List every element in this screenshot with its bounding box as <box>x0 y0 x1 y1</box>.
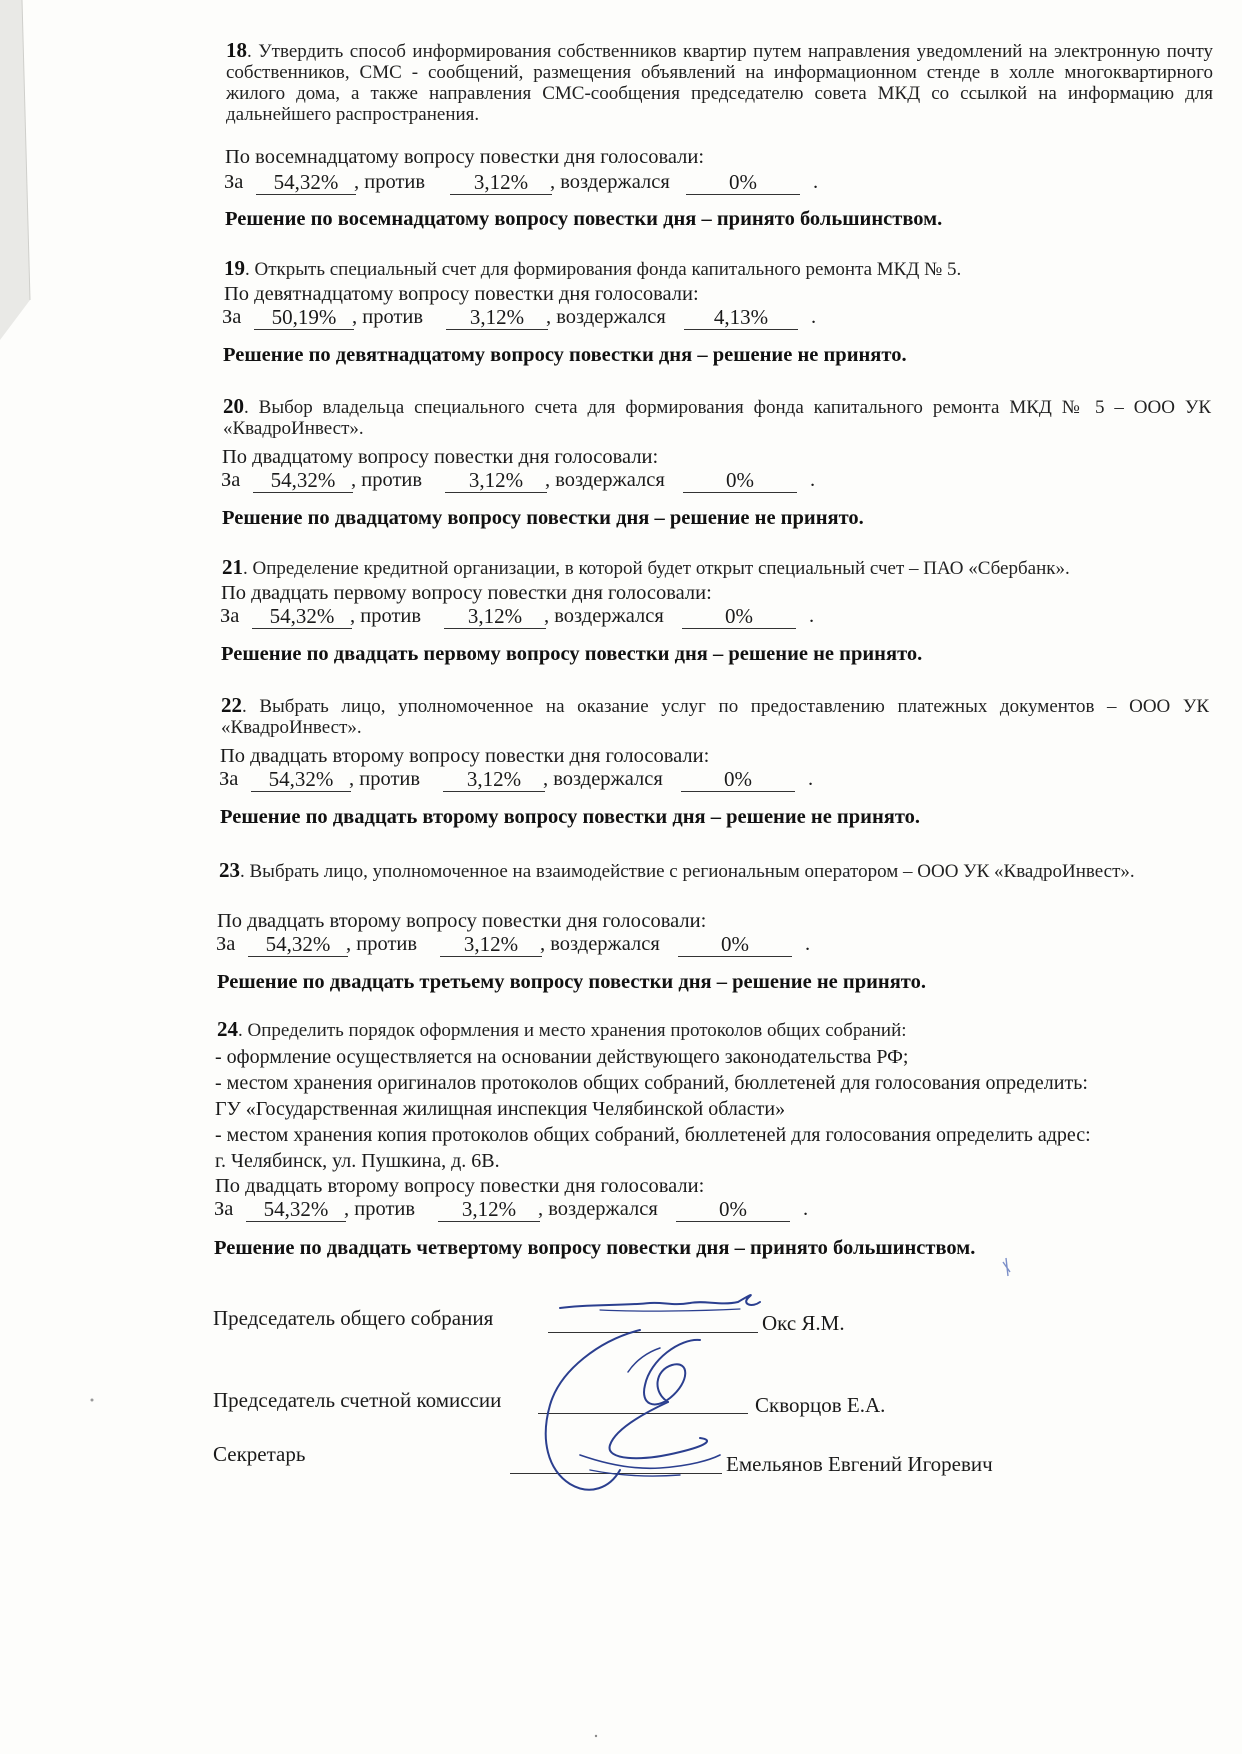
vote-abstained-value: 0% <box>683 469 797 493</box>
vote-abstained-value: 0% <box>676 1198 790 1222</box>
vote-end: . <box>808 768 814 790</box>
vote-against-value: 3,12% <box>440 933 542 957</box>
item-24-line-1: - оформление осуществляется на основании действующего законодательства РФ; <box>215 1046 909 1068</box>
vote-for-value: 54,32% <box>248 933 348 957</box>
vote-abstained-value: 0% <box>686 171 800 195</box>
vote-against-label: , против <box>344 1198 416 1220</box>
item-text: . Утвердить способ информирования собственников квартир путем направления уведомлений на электронную почту собственников, СМС - сообщений, размещения объявлений на информационном стенде в холле многоквартирного жилого дома, а также направления СМС-сообщения председателю совета МКД со ссылкой на информацию для дальнейшего распространения. <box>226 41 1213 125</box>
vote-against-label: , против <box>351 469 423 491</box>
signature-line-counting <box>538 1412 748 1414</box>
item-number: 20 <box>223 394 244 418</box>
vote-end: . <box>811 306 817 328</box>
item-text: . Определить порядок оформления и место хранения протоколов общих собраний: <box>238 1020 907 1041</box>
vote-against-label: , против <box>354 171 426 193</box>
vote-end: . <box>809 605 815 627</box>
vote-for-label: За <box>216 933 236 955</box>
item-number: 24 <box>217 1017 238 1041</box>
vote-against-value: 3,12% <box>445 469 547 493</box>
signature-role-counting: Председатель счетной комиссии <box>213 1388 502 1412</box>
item-20-text <box>223 396 1211 439</box>
vote-for-value: 54,32% <box>246 1198 346 1222</box>
vote-for-label: За <box>220 605 240 627</box>
item-text: . Определение кредитной организации, в которой будет открыт специальный счет – ПАО «Сбербанк». <box>243 558 1070 579</box>
vote-for-label: За <box>219 768 239 790</box>
signature-role-secretary: Секретарь <box>213 1442 306 1466</box>
vote-abstained-label: , воздержался <box>544 605 664 627</box>
signature-role-chairman: Председатель общего собрания <box>213 1306 494 1330</box>
item-text: . Выбрать лицо, уполномоченное на взаимодействие с региональным оператором – ООО УК «КвадроИнвест». <box>240 861 1135 882</box>
signature-line-chairman <box>548 1331 758 1333</box>
vote-against-value: 3,12% <box>443 768 545 792</box>
vote-abstained-label: , воздержался <box>545 469 665 491</box>
item-24-line-4: - местом хранения копия протоколов общих собраний, бюллетеней для голосования определить адрес: <box>215 1124 1091 1146</box>
item-23-text <box>219 860 1205 882</box>
vote-end: . <box>805 933 811 955</box>
vote-for-value: 54,32% <box>252 605 352 629</box>
item-number: 19 <box>224 256 245 280</box>
vote-for-label: За <box>224 171 244 193</box>
vote-against-label: , против <box>349 768 421 790</box>
item-number: 21 <box>222 555 243 579</box>
vote-abstained-value: 0% <box>678 933 792 957</box>
vote-abstained-value: 0% <box>681 768 795 792</box>
vote-abstained-label: , воздержался <box>538 1198 658 1220</box>
item-number: 22 <box>221 693 242 717</box>
vote-for-value: 50,19% <box>254 306 354 330</box>
voting-intro: По двадцатому вопросу повестки дня голосовали: <box>222 446 659 468</box>
decision: Решение по двадцать четвертому вопросу повестки дня – принято большинством. <box>214 1237 976 1259</box>
vote-against-value: 3,12% <box>446 306 548 330</box>
vote-abstained-label: , воздержался <box>543 768 663 790</box>
vote-for-label: За <box>222 306 242 328</box>
vote-for-value: 54,32% <box>256 171 356 195</box>
voting-intro: По двадцать второму вопросу повестки дня голосовали: <box>220 745 710 767</box>
vote-for-label: За <box>214 1198 234 1220</box>
vote-abstained-label: , воздержался <box>540 933 660 955</box>
decision: Решение по восемнадцатому вопросу повестки дня – принято большинством. <box>225 208 943 230</box>
item-text: . Открыть специальный счет для формирования фонда капитального ремонта МКД № 5. <box>245 259 962 280</box>
voting-intro: По двадцать второму вопросу повестки дня голосовали: <box>217 910 707 932</box>
item-22-text <box>221 695 1209 738</box>
vote-abstained-value: 4,13% <box>684 306 798 330</box>
item-number: 23 <box>219 858 240 882</box>
vote-against-label: , против <box>350 605 422 627</box>
item-19-text <box>224 258 1214 280</box>
decision: Решение по двадцатому вопросу повестки дня – решение не принято. <box>222 507 864 529</box>
vote-against-value: 3,12% <box>444 605 546 629</box>
vote-against-label: , против <box>352 306 424 328</box>
signature-name-chairman: Окс Я.М. <box>762 1311 845 1335</box>
vote-against-label: , против <box>346 933 418 955</box>
voting-intro: По двадцать второму вопросу повестки дня голосовали: <box>215 1175 705 1197</box>
item-24-line-2: - местом хранения оригиналов протоколов общих собраний, бюллетеней для голосования определить: <box>215 1072 1088 1094</box>
vote-abstained-value: 0% <box>682 605 796 629</box>
scan-edge-artifact <box>0 0 40 360</box>
item-number: 18 <box>226 38 247 62</box>
item-18-text <box>226 40 1213 125</box>
vote-abstained-label: , воздержался <box>546 306 666 328</box>
decision: Решение по девятнадцатому вопросу повестки дня – решение не принято. <box>223 344 907 366</box>
vote-for-value: 54,32% <box>251 768 351 792</box>
voting-intro: По двадцать первому вопросу повестки дня голосовали: <box>221 582 712 604</box>
item-24-text <box>217 1019 1207 1041</box>
voting-intro: По девятнадцатому вопросу повестки дня голосовали: <box>224 283 699 305</box>
vote-abstained-label: , воздержался <box>550 171 670 193</box>
signature-line-secretary <box>510 1472 722 1474</box>
vote-for-value: 54,32% <box>253 469 353 493</box>
vote-for-label: За <box>221 469 241 491</box>
vote-end: . <box>803 1198 809 1220</box>
vote-end: . <box>813 171 819 193</box>
item-text: . Выбрать лицо, уполномоченное на оказание услуг по предоставлению платежных документов – ООО УК «КвадроИнвест». <box>221 696 1209 738</box>
decision: Решение по двадцать первому вопросу повестки дня – решение не принято. <box>221 643 923 665</box>
item-24-line-5: г. Челябинск, ул. Пушкина, д. 6В. <box>215 1150 500 1172</box>
decision: Решение по двадцать третьему вопросу повестки дня – решение не принято. <box>217 971 926 993</box>
decision: Решение по двадцать второму вопросу повестки дня – решение не принято. <box>220 806 921 828</box>
item-24-line-3: ГУ «Государственная жилищная инспекция Челябинской области» <box>215 1098 786 1120</box>
vote-against-value: 3,12% <box>450 171 552 195</box>
signature-name-counting: Скворцов Е.А. <box>755 1393 886 1417</box>
voting-intro: По восемнадцатому вопросу повестки дня голосовали: <box>225 146 705 168</box>
item-21-text <box>222 557 1212 579</box>
item-text: . Выбор владельца специального счета для формирования фонда капитального ремонта МКД № 5 – ООО УК «КвадроИнвест». <box>223 397 1211 439</box>
vote-against-value: 3,12% <box>438 1198 540 1222</box>
signature-name-secretary: Емельянов Евгений Игоревич <box>726 1452 993 1476</box>
vote-end: . <box>810 469 816 491</box>
